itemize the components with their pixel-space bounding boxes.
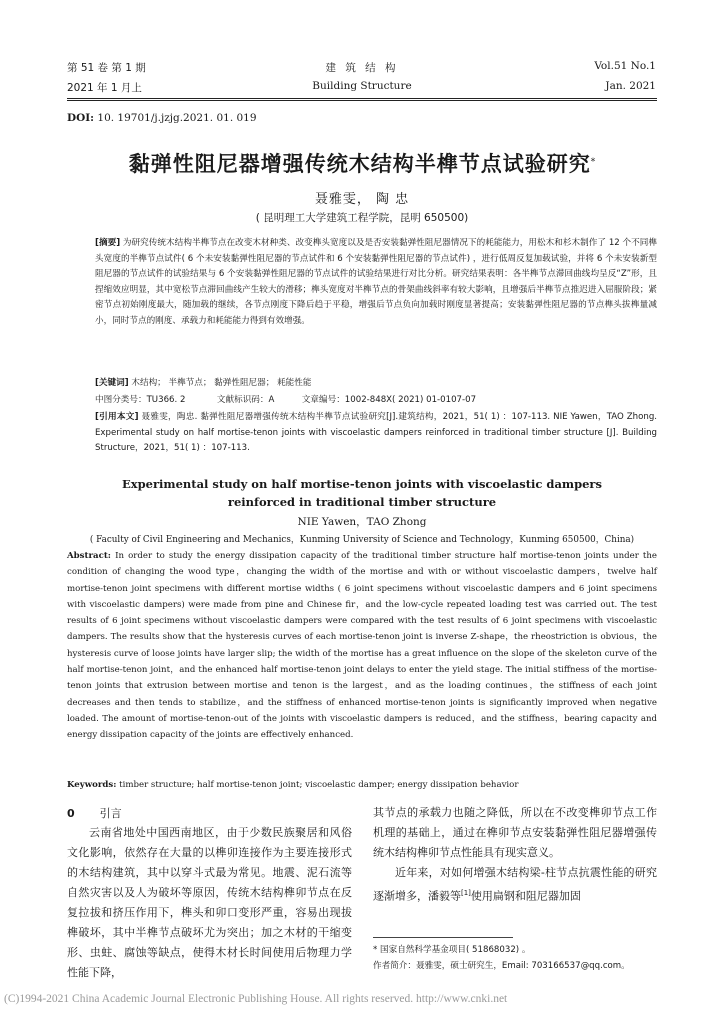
english-authors: NIE Yawen，TAO Zhong (297, 516, 427, 528)
abstract-en-text: In order to study the energy dissipation capacity of the traditional timber structure half mortise-tenon joints under the condition of changing the wood type，changing the width of the mortise and with or without viscoelastic dampers，twelve half mortise-tenon joint specimens with different mortise widths ( 6 joint specimens without viscoelastic dampers and 6 joint specimens with viscoelastic dampers) were made from pine and Chinese fir，and the low-cycle repeated loading test was carried out. The test results of 6 joint specimens without viscoelastic dampers were compared with the test results of 6 joint specimens with viscoelastic dampers. The results show that the hysteresis curves of each mortise-tenon joint is inverse Z-shape，the rheostriction is obvious，the hysteresis curve of loose joints have larger slip; the width of the mortise has a great influence on the slope of the skeleton curve of the half mortise-tenon joint，and the enhanced half mortise-tenon joint delays to enter the yield stage. The initial stiffness of the mortise-tenon joints that extrusion between mortise and tenon is the largest，and as the loading continues，the stiffness of each joint decreases and then tends to stabilize，and the stiffness of enhanced mortise-tenon joints is significantly improved when negative loaded. The amount of mortise-tenon-out of the joints with viscoelastic dampers is reduced，and the stiffness，bearing capacity and energy dissipation capacity of the joints are effectively enhanced. (67, 551, 657, 741)
body-left: 云南省地处中国西南地区，由于少数民族聚居和风俗文化影响，依然存在大量的以榫卯连接作为主要连接形式的木结构建筑，其中以穿斗式最为常见。地震、泥石流等自然灾害以及人为破坏等原因，传统木结构榫卯节点在反复拉拔和挤压作用下，榫头和卯口变形严重，容易出现拔榫破坏，其中半榫节点破坏尤为突出；加之木材的干缩变形、虫蛀、腐蚀等缺点，使得木材长时间使用后物理力学性能下降， (67, 826, 352, 979)
journal-name-en: Building Structure (312, 80, 412, 92)
doi-value: 10. 19701/j.jzjg.2021. 01. 019 (97, 112, 257, 124)
section-heading (67, 805, 122, 821)
body-right-para-2-cont: 使用扁钢和阻尼器加固 (470, 889, 581, 903)
footnote-rule (373, 937, 513, 938)
issue-date: 2021 年 1 月上 (67, 82, 142, 94)
document-code: 文献标识码：A (216, 395, 275, 405)
keywords-en (67, 778, 657, 793)
body-right-para-1: 其节点的承载力也随之降低，所以在不改变榫卯节点工作机理的基础上，通过在榫卯节点安装黏弹性阻尼器增强传统木结构榫卯节点性能具有现实意义。 (373, 806, 657, 859)
keywords-en-label: Keywords: (67, 780, 117, 790)
volume-issue: 第 51 卷 第 1 期 (67, 62, 146, 74)
section-title: 引言 (99, 807, 122, 820)
abstract-en-label: Abstract: (67, 551, 111, 561)
doi (67, 112, 257, 124)
journal-name-cn: 建 筑 结 构 (325, 62, 399, 74)
citation-text: 聂雅雯，陶忠. 黏弹性阻尼器增强传统木结构半榫节点试验研究[J].建筑结构，2021，51( 1) ：107-113. NIE Yawen，TAO Zhong. Experimental study on half mortise-tenon joints with viscoelastic dampers reinforced in traditional timber structure [J]. Building Structure，2021，51( 1) ：107-113. (95, 412, 658, 454)
citation-label: [引用本文] (95, 412, 139, 422)
keywords-en-text: timber structure; half mortise-tenon joint; viscoelastic damper; energy dissipation behavior (119, 780, 519, 790)
article-number: 文章编号：1002-848X( 2021) 01-0107-07 (301, 395, 477, 405)
reference-1[interactable]: [1] (461, 889, 471, 897)
section-number: 0 (67, 807, 75, 820)
clc-number: 中图分类号：TU366. 2 (95, 395, 186, 405)
doi-label: DOI: (67, 112, 95, 124)
abstract-en (67, 548, 657, 744)
keywords-cn-label: [关键词] (95, 378, 129, 388)
english-title: Experimental study on half mortise-tenon joints with viscoelastic dampers reinforced in traditional timber structure (122, 477, 602, 509)
body-right-para-2-text: 近年来，对如何增强木结构梁-柱节点抗震性能的研究逐渐增多，潘毅等 (373, 866, 657, 903)
paper-title: 黏弹性阻尼器增强传统木结构半榫节点试验研究 (128, 152, 591, 176)
volume-issue-en: Vol.51 No.1 (594, 60, 656, 72)
title-footnote-mark: * (590, 157, 596, 168)
footnote-author: 作者简介：聂雅雯，硕士研究生，Email: 703166537@qq.com。 (373, 961, 630, 971)
paper-title-wrap (0, 148, 724, 178)
authors: 聂雅雯， 陶 忠 (314, 192, 410, 207)
english-affiliation: ( Faculty of Civil Engineering and Mechanics，Kunming University of Science and Technology，Kunming 650500，China) (89, 535, 635, 545)
issue-date-en: Jan. 2021 (605, 80, 656, 92)
copyright-line: (C)1994-2021 China Academic Journal Electronic Publishing House. All rights reserved. http://www.cnki.net (4, 993, 508, 1005)
citation (95, 410, 657, 457)
keywords-cn-text: 木结构； 半榫节点； 黏弹性阻尼器； 耗能性能 (131, 378, 312, 388)
abstract-cn-label: [摘要] (95, 238, 121, 248)
body-right-para-2 (373, 863, 657, 907)
footnote-fund: * 国家自然科学基金项目( 51868032) 。 (373, 945, 531, 955)
abstract-cn-text: 为研究传统木结构半榫节点在改变木材种类、改变榫头宽度以及是否安装黏弹性阻尼器情况下的耗能能力，用松木和杉木制作了 12 个不同榫头宽度的半榫节点试件( 6 个未安装黏弹性阻尼器的节点试件和 6 个安装黏弹性阻尼器的节点试件) ，进行低周反复加载试验，并将 6 个未安装新型阻尼器的节点试件的试验结果与 6 个安装黏弹性阻尼器的节点试件的试验结果进行对比分析。研究结果表明：各半榫节点滞回曲线均呈反“Z”形，且捏缩效应明显，其中宽松节点滞回曲线产生较大的滑移；榫头宽度对半榫节点的骨架曲线斜率有较大影响，且增强后半榫节点推迟进入屈服阶段；紧密节点初始刚度最大，随加载的继续，各节点刚度下降后趋于平稳，增强后节点负向加载时刚度显著提高；安装黏弹性阻尼器的节点榫头拔榫量减小，同时节点的刚度、承载力和耗能能力得到有效增强。 (95, 238, 658, 326)
abstract-cn (95, 236, 657, 330)
header-rule (67, 98, 657, 99)
header-rule-2 (67, 100, 657, 101)
keywords-cn (95, 376, 657, 392)
classification-line (95, 393, 657, 409)
affiliation: ( 昆明理工大学建筑工程学院，昆明 650500) (255, 212, 469, 224)
